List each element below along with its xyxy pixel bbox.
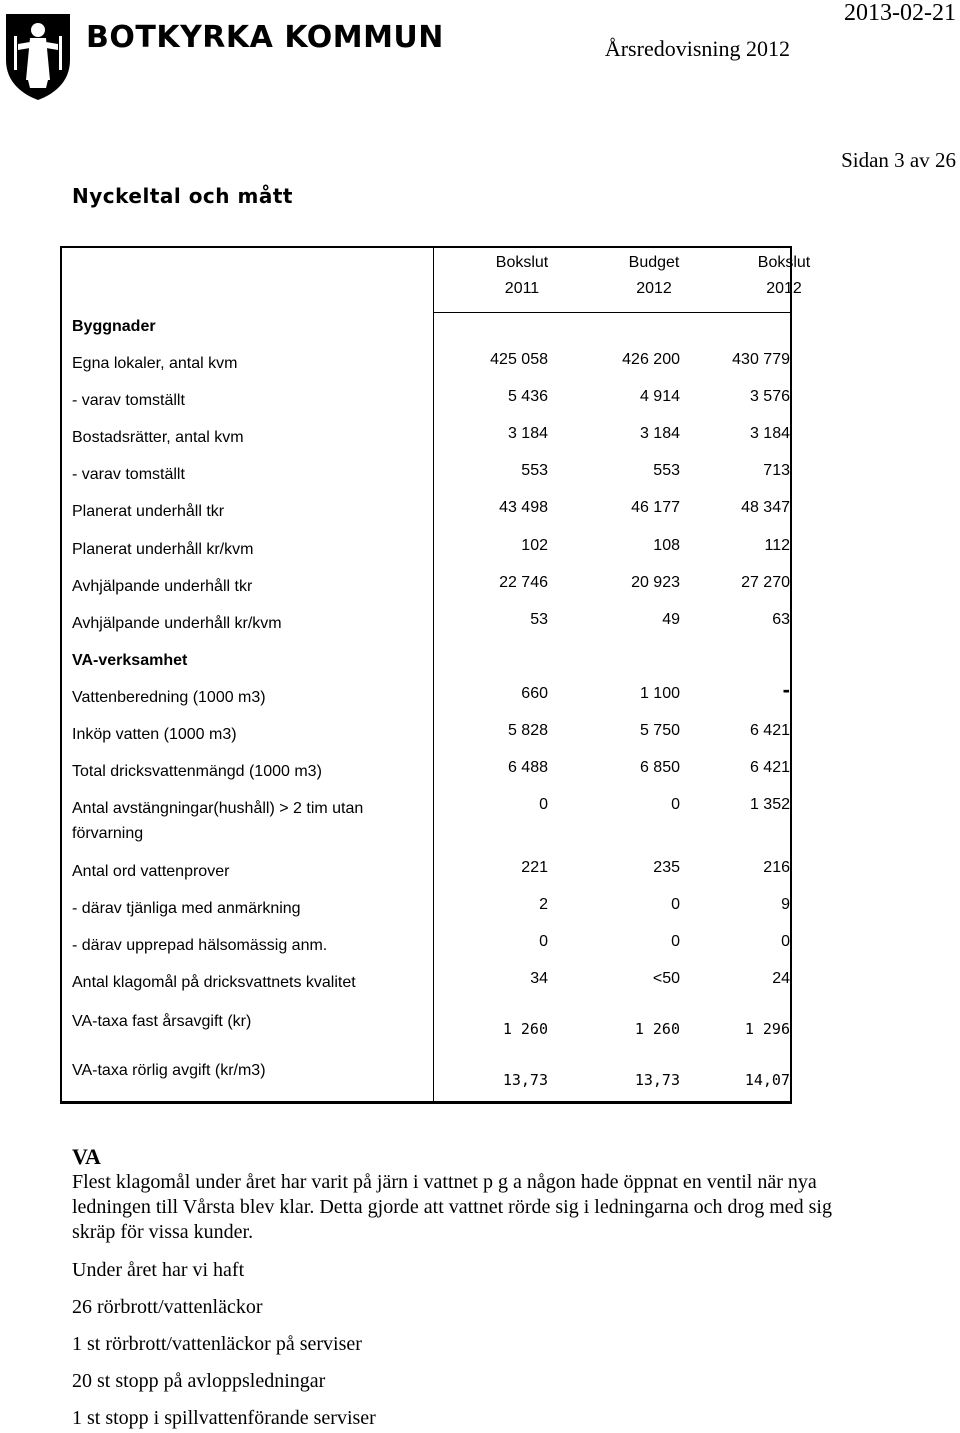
table-cell: 430 779 (732, 351, 790, 368)
key-figures-table (60, 246, 811, 1104)
list-item: 20 st stopp på avloppsledningar (72, 1370, 326, 1392)
table-cell: 3 184 (507, 425, 548, 442)
row-label: Inköp vatten (1000 m3) (72, 726, 237, 743)
table-cell: 49 (662, 611, 680, 628)
table-header-divider (433, 312, 790, 313)
table-cell: 20 923 (631, 574, 680, 591)
page-number: Sidan 3 av 26 (841, 148, 956, 172)
row-label: VA-taxa fast årsavgift (kr) (72, 1013, 252, 1030)
list-item: 26 rörbrott/vattenläckor (72, 1296, 263, 1318)
table-cell: 102 (521, 537, 548, 554)
row-label: Antal avstängningar(hushåll) > 2 tim utan förvarning (72, 800, 364, 842)
table-cell: 3 184 (639, 425, 680, 442)
table-cell: 216 (763, 859, 790, 876)
table-cell: 27 270 (741, 574, 790, 591)
row-label: - därav upprepad hälsomässig anm. (72, 937, 328, 954)
row-label: VA-taxa rörlig avgift (kr/m3) (72, 1062, 266, 1079)
row-label: VA-verksamhet (72, 652, 188, 669)
organisation-name: BOTKYRKA KOMMUN (86, 20, 444, 55)
table-cell: 553 (653, 462, 680, 479)
table-cell: 34 (530, 970, 548, 987)
page-title: Nyckeltal och mått (72, 184, 293, 208)
table-cell: 0 (671, 896, 680, 913)
list-item: 1 st stopp i spillvattenförande serviser (72, 1407, 376, 1429)
table-divider (433, 248, 434, 1101)
table-cell: 553 (521, 462, 548, 479)
table-cell: 1 296 (744, 1020, 790, 1038)
column-header: Bokslut (495, 254, 549, 271)
row-label: Avhjälpande underhåll tkr (72, 578, 253, 595)
row-label: - varav tomställt (72, 466, 185, 483)
table-cell: 53 (530, 611, 548, 628)
row-label: Antal klagomål på dricksvattnets kvalitet (72, 974, 356, 991)
column-header: Bokslut (757, 254, 811, 271)
table-cell: 24 (772, 970, 790, 987)
table-cell: 1 352 (749, 796, 790, 813)
column-header: Budget (628, 254, 680, 271)
table-cell: 5 828 (507, 722, 548, 739)
table-cell: 1 260 (502, 1020, 548, 1038)
row-label: Vattenberedning (1000 m3) (72, 689, 266, 706)
table-cell: 3 576 (749, 388, 790, 405)
row-label: Antal ord vattenprover (72, 863, 230, 880)
table-cell: 426 200 (622, 351, 680, 368)
table-cell: 22 746 (499, 574, 548, 591)
botkyrka-coat-of-arms-logo (2, 10, 74, 102)
section-heading: VA (72, 1144, 101, 1169)
table-cell: 0 (539, 933, 548, 950)
column-header: 2012 (766, 280, 802, 297)
list-intro: Under året har vi haft (72, 1259, 245, 1281)
table-cell: 1 260 (634, 1020, 680, 1038)
row-label: Planerat underhåll kr/kvm (72, 541, 254, 558)
row-label: Total dricksvattenmängd (1000 m3) (72, 763, 322, 780)
row-label: Avhjälpande underhåll kr/kvm (72, 615, 282, 632)
table-cell: 48 347 (741, 499, 790, 516)
list-item: 1 st rörbrott/vattenläckor på serviser (72, 1333, 362, 1355)
table-cell: 4 914 (639, 388, 680, 405)
table-cell: 13,73 (502, 1071, 548, 1089)
table-cell: 5 436 (507, 388, 548, 405)
document-subtitle: Årsredovisning 2012 (604, 36, 790, 61)
table-cell: 14,07 (744, 1071, 790, 1089)
row-label: Bostadsrätter, antal kvm (72, 429, 244, 446)
table-cell: 221 (521, 859, 548, 876)
table-cell: <50 (652, 970, 680, 987)
row-label: Byggnader (72, 318, 156, 335)
table-cell: 3 184 (749, 425, 790, 442)
row-label: Planerat underhåll tkr (72, 503, 225, 520)
body-paragraph: Flest klagomål under året har varit på järn i vattnet p g a någon hade öppnat en ventil när nya ledningen till Vårsta blev klar. Detta gjorde att vattnet rörde sig i ledningarna och drog med sig skräp för vissa kunder. (72, 1171, 832, 1243)
table-cell: 0 (781, 933, 790, 950)
table-cell: 0 (539, 796, 548, 813)
table-cell: 46 177 (631, 499, 680, 516)
table-cell: 108 (653, 537, 680, 554)
table-cell: 9 (781, 896, 790, 913)
table-cell: 660 (521, 685, 548, 702)
table-cell: 112 (764, 537, 790, 554)
table-cell: 713 (763, 462, 790, 479)
table-cell: 43 498 (499, 499, 548, 516)
table-cell: 1 100 (639, 685, 680, 702)
table-cell: 6 421 (749, 759, 790, 776)
row-label: - därav tjänliga med anmärkning (72, 900, 301, 917)
table-cell: 425 058 (490, 351, 548, 368)
table-cell: 0 (671, 796, 680, 813)
row-label: Egna lokaler, antal kvm (72, 355, 238, 372)
table-cell: 235 (653, 859, 680, 876)
row-label: - varav tomställt (72, 392, 185, 409)
column-header: 2012 (636, 280, 672, 297)
table-cell: 13,73 (634, 1071, 680, 1089)
table-cell: 6 850 (639, 759, 680, 776)
table-cell: 6 488 (507, 759, 548, 776)
table-cell: 0 (671, 933, 680, 950)
column-header: 2011 (504, 280, 540, 297)
table-cell: 6 421 (749, 722, 790, 739)
table-cell: 2 (539, 896, 548, 913)
document-date: 2013-02-21 (844, 0, 956, 26)
table-cell: - (782, 677, 790, 702)
table-cell: 5 750 (639, 722, 680, 739)
table-cell: 63 (772, 611, 790, 628)
